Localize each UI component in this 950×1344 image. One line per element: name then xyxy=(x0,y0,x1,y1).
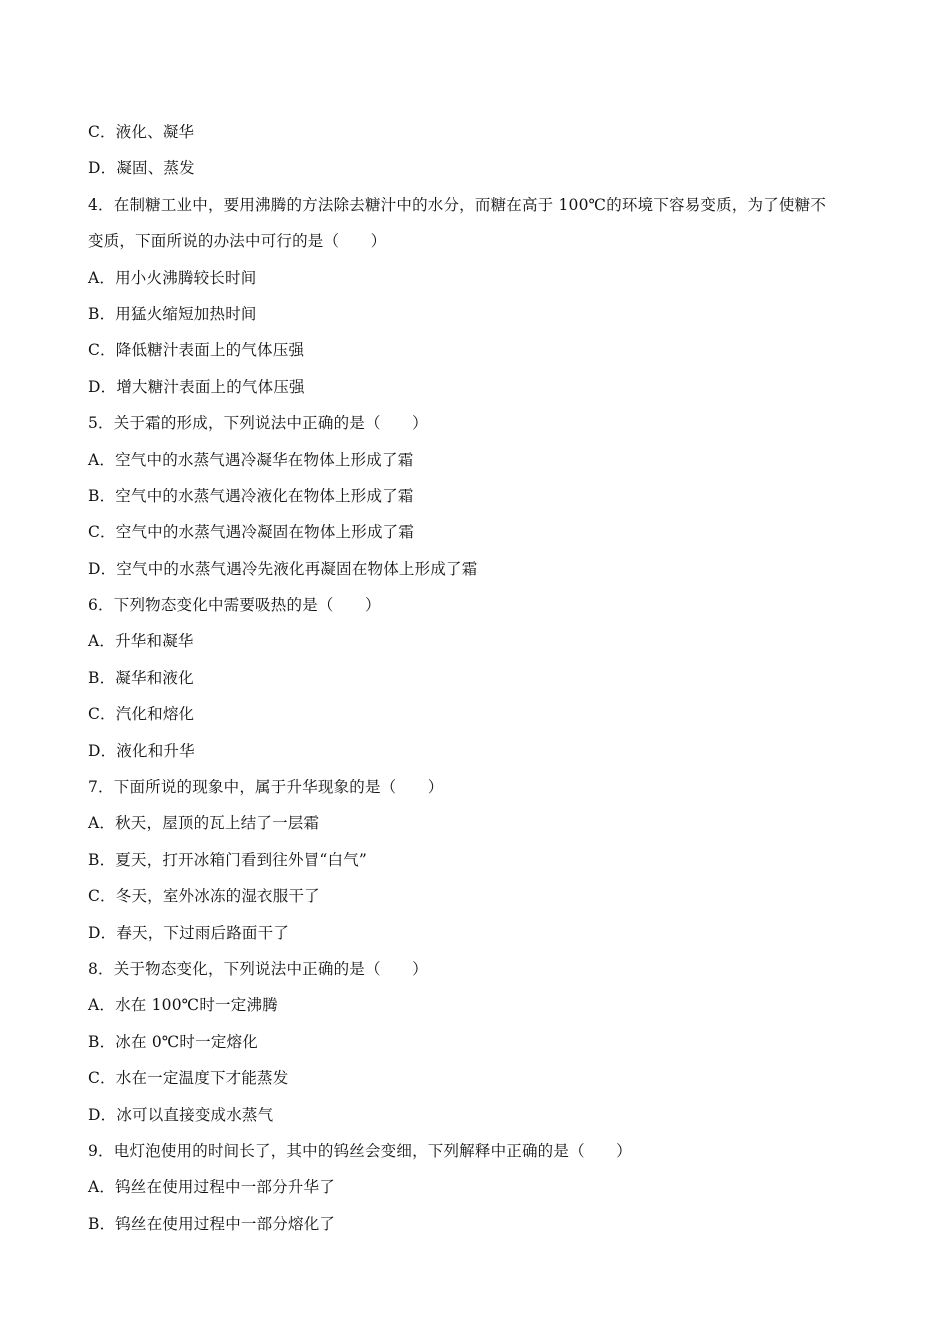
option-c-q4: C．降低糖汁表面上的气体压强 xyxy=(88,341,305,360)
option-a-q5: A．空气中的水蒸气遇冷凝华在物体上形成了霜 xyxy=(88,450,414,469)
option-b-q7: B．夏天，打开冰箱门看到往外冒“白气” xyxy=(88,850,368,869)
option-a-q6: A．升华和凝华 xyxy=(88,632,194,651)
option-a-q8: A．水在 100℃时一定沸腾 xyxy=(88,996,278,1015)
question-4-stem-continued: 变质，下面所说的办法中可行的是（ ） xyxy=(88,232,387,251)
option-c-q8: C．水在一定温度下才能蒸发 xyxy=(88,1069,289,1088)
question-text-body xyxy=(88,114,868,1242)
option-c-q5: C．空气中的水蒸气遇冷凝固在物体上形成了霜 xyxy=(88,523,415,542)
question-9-stem: 9．电灯泡使用的时间长了，其中的钨丝会变细，下列解释中正确的是（ ） xyxy=(88,1141,632,1160)
question-4-stem: 4．在制糖工业中，要用沸腾的方法除去糖汁中的水分，而糖在高于 100℃的环境下容易变质，为了使糖不 xyxy=(88,195,827,214)
option-a-q4: A．用小火沸腾较长时间 xyxy=(88,268,257,287)
option-d-q8: D．冰可以直接变成水蒸气 xyxy=(88,1105,274,1124)
option-a-q9: A．钨丝在使用过程中一部分升华了 xyxy=(88,1178,335,1197)
option-b-q9: B．钨丝在使用过程中一部分熔化了 xyxy=(88,1214,336,1233)
option-a-q7: A．秋天，屋顶的瓦上结了一层霜 xyxy=(88,814,320,833)
option-b-q4: B．用猛火缩短加热时间 xyxy=(88,304,257,323)
option-d-q4: D．增大糖汁表面上的气体压强 xyxy=(88,377,305,396)
question-5-stem: 5．关于霜的形成，下列说法中正确的是（ ） xyxy=(88,414,428,433)
option-c-q7: C．冬天，室外冰冻的湿衣服干了 xyxy=(88,887,320,906)
option-b-q8: B．冰在 0℃时一定熔化 xyxy=(88,1032,258,1051)
option-b-q5: B．空气中的水蒸气遇冷液化在物体上形成了霜 xyxy=(88,486,414,505)
option-d-q7: D．春天，下过雨后路面干了 xyxy=(88,923,290,942)
question-6-stem: 6．下列物态变化中需要吸热的是（ ） xyxy=(88,596,381,615)
option-d-q3: D．凝固、蒸发 xyxy=(88,159,195,178)
option-c-q3: C．液化、凝华 xyxy=(88,123,195,141)
question-8-stem: 8．关于物态变化，下列说法中正确的是（ ） xyxy=(88,959,428,978)
option-d-q5: D．空气中的水蒸气遇冷先液化再凝固在物体上形成了霜 xyxy=(88,559,478,578)
option-c-q6: C．汽化和熔化 xyxy=(88,705,195,724)
option-d-q6: D．液化和升华 xyxy=(88,741,195,760)
question-7-stem: 7．下面所说的现象中，属于升华现象的是（ ） xyxy=(88,778,444,797)
option-b-q6: B．凝华和液化 xyxy=(88,668,194,687)
